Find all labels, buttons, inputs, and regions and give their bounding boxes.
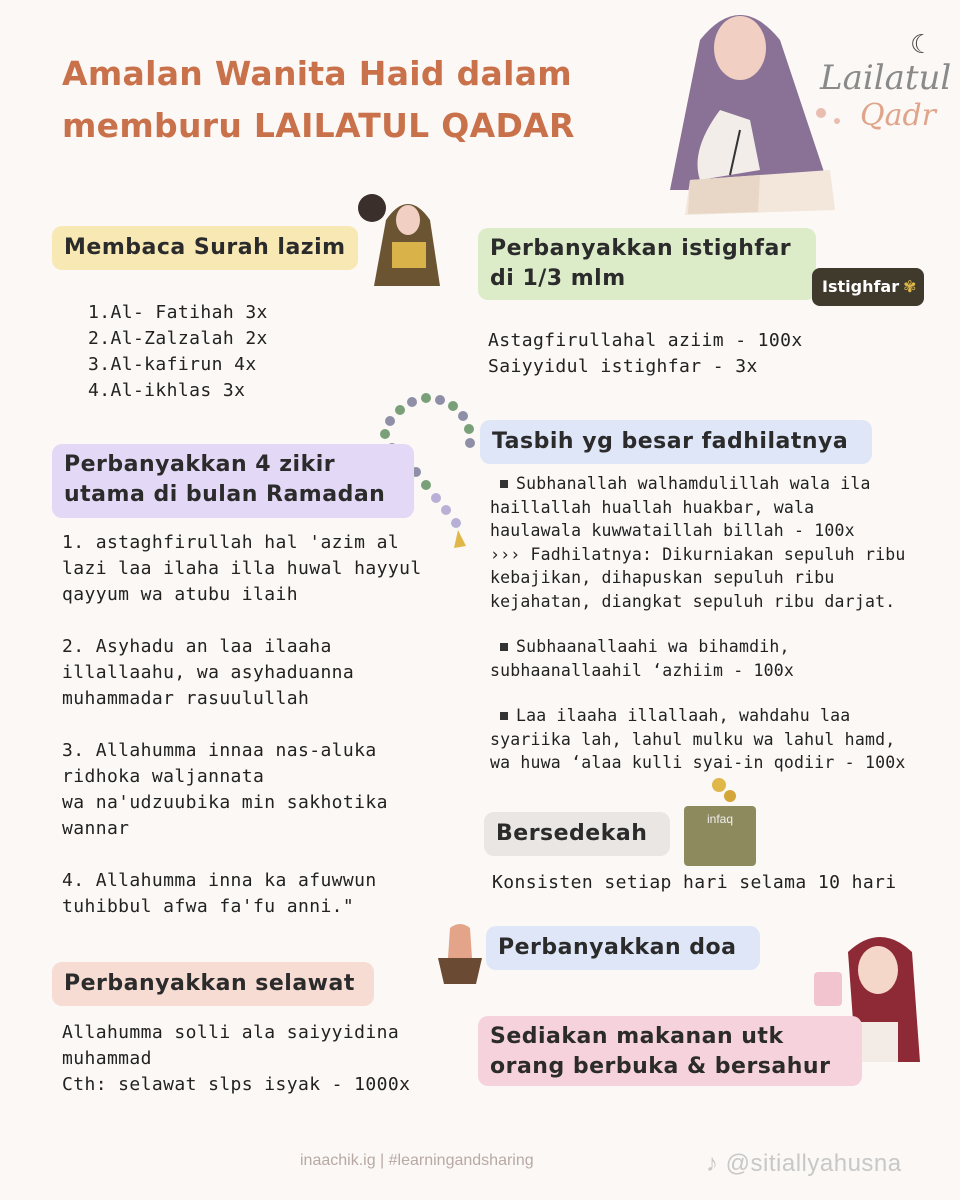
coin-icon — [712, 778, 726, 792]
list-item: 2. Asyhadu an laa ilaaha illallaahu, wa asyhaduanna muhammadar rasuulullah — [62, 636, 355, 709]
surah-heading: Membaca Surah lazim — [52, 226, 358, 270]
tasbih-list — [490, 472, 930, 797]
list-item: 1.Al- Fatihah 3x — [88, 302, 268, 323]
selawat-line-2: muhammad — [62, 1048, 152, 1069]
page-title — [62, 48, 702, 152]
tasbih-item-text: Laa ilaaha illallaah, wahdahu laa syariika lah, lahul mulku wa lahul hamd, wa huwa ‘alaa kulli syai-in qodiir - 100x — [490, 706, 906, 772]
decor-dot — [834, 118, 840, 124]
footer-credit: inaachik.ig | #learningandsharing — [300, 1152, 534, 1169]
list-item: 4. Allahumma inna ka afuwwun tuhibbul afwa fa'fu anni." — [62, 870, 377, 917]
makanan-heading-line-2: orang berbuka & bersahur — [490, 1054, 831, 1079]
praying-hands-illustration — [436, 918, 484, 988]
logo-line-2: Qadr — [860, 98, 937, 133]
tasbih-item-text: Subhaanallaahi wa bihamdih, subhaanallaahil ‘azhiim - 100x — [490, 637, 795, 680]
sedekah-heading: Bersedekah — [484, 812, 670, 856]
sedekah-text: Konsisten setiap hari selama 10 hari — [492, 872, 897, 893]
donation-box — [684, 806, 756, 866]
lailatul-qadr-logo — [800, 28, 950, 138]
istighfar-line-1: Astagfirullahal aziim - 100x — [488, 330, 803, 351]
istighfar-heading — [478, 228, 816, 300]
tiktok-icon: ♪ — [706, 1150, 719, 1177]
istighfar-badge-label: Istighfar — [822, 277, 900, 296]
list-item: 4.Al-ikhlas 3x — [88, 380, 246, 401]
selawat-line-1: Allahumma solli ala saiyyidina — [62, 1022, 400, 1043]
wheat-icon: ✾ — [903, 277, 917, 296]
selawat-line-3: Cth: selawat slps isyak - 1000x — [62, 1074, 411, 1095]
list-item: 3.Al-kafirun 4x — [88, 354, 257, 375]
title-line-1: Amalan Wanita Haid dalam — [62, 54, 572, 93]
crescent-moon-icon: ☾ — [910, 30, 934, 60]
istighfar-badge — [812, 268, 924, 306]
infaq-box-illustration — [680, 778, 760, 870]
donation-box-label: infaq — [706, 812, 734, 826]
watermark — [706, 1150, 902, 1178]
list-item: 3. Allahumma innaa nas-aluka ridhoka waljannata wa na'udzuubika min sakhotika wannar — [62, 740, 388, 839]
istighfar-heading-line-2: di 1/3 mlm — [490, 266, 626, 291]
girl-reading-quran-illustration — [356, 190, 446, 290]
zikir-heading — [52, 444, 414, 518]
zikir-list — [62, 530, 452, 946]
watermark-handle: @sitiallyahusna — [725, 1150, 902, 1177]
coin-icon — [724, 790, 736, 802]
istighfar-line-2: Saiyyidul istighfar - 3x — [488, 356, 758, 377]
title-line-2: memburu LAILATUL QADAR — [62, 106, 575, 145]
selawat-heading: Perbanyakkan selawat — [52, 962, 374, 1006]
decor-dot — [816, 108, 826, 118]
istighfar-text — [488, 328, 888, 380]
list-item: 1. astaghfirullah hal 'azim al lazi laa ilaha illa huwal hayyul qayyum wa atubu ilaih — [62, 532, 422, 605]
logo-line-1: Lailatul — [820, 58, 952, 98]
tasbih-item-text: Subhanallah walhamdulillah wala ila haillallah huallah huakbar, wala haulawala kuwwataillah billah - 100x ››› Fadhilatnya: Dikurniakan sepuluh ribu kebajikan, dihapuskan sepuluh ribu kejahatan, diangkat sepuluh ribu darjat. — [490, 474, 906, 611]
list-item — [490, 472, 930, 635]
makanan-heading-line-1: Sediakan makanan utk — [490, 1024, 784, 1049]
zikir-heading-line-2: utama di bulan Ramadan — [64, 482, 386, 507]
selawat-text — [62, 1020, 462, 1098]
list-item: 2.Al-Zalzalah 2x — [88, 328, 268, 349]
makanan-heading — [478, 1016, 862, 1086]
surah-list — [88, 300, 268, 404]
istighfar-heading-line-1: Perbanyakkan istighfar — [490, 236, 792, 261]
doa-heading: Perbanyakkan doa — [486, 926, 760, 970]
tasbih-heading: Tasbih yg besar fadhilatnya — [480, 420, 872, 464]
list-item — [490, 635, 930, 704]
zikir-heading-line-1: Perbanyakkan 4 zikir — [64, 452, 336, 477]
